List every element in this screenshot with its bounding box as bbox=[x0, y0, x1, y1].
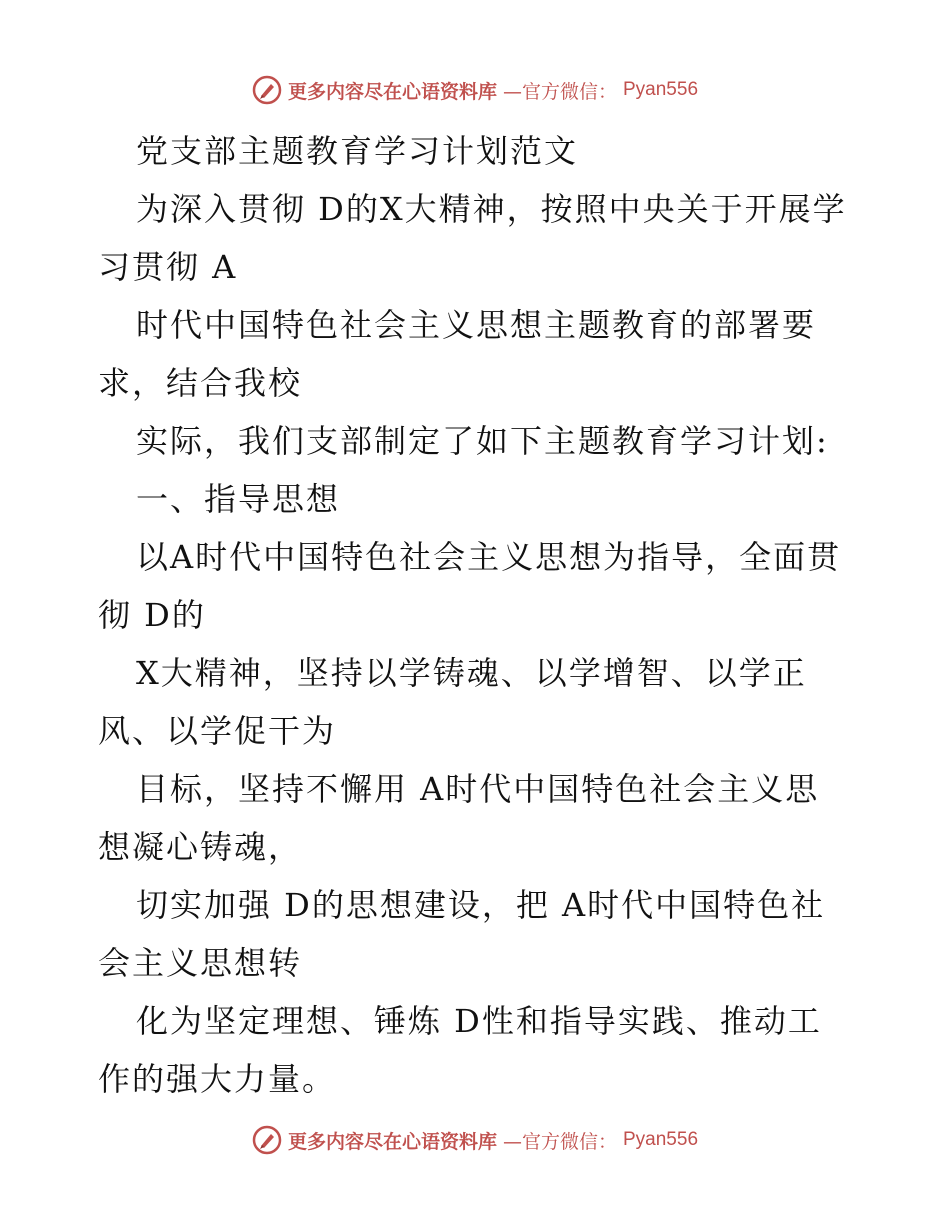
paragraph-line: 时代中国特色社会主义思想主题教育的部署要 bbox=[136, 306, 817, 344]
paragraph-line: 实际，我们支部制定了如下主题教育学习计划: bbox=[136, 422, 829, 460]
banner-text: 更多内容尽在心语资料库 bbox=[287, 80, 497, 103]
paragraph-line: 风、以学促干为 bbox=[98, 712, 337, 750]
footer-watermark-banner bbox=[0, 1120, 950, 1160]
document-title: 党支部主题教育学习计划范文 bbox=[136, 132, 579, 170]
paragraph-line: 化为坚定理想、锤炼 D性和指导实践、推动工 bbox=[136, 1002, 822, 1040]
pen-logo-icon bbox=[252, 75, 282, 105]
pen-logo-icon bbox=[252, 1125, 282, 1155]
paragraph-line: X大精神，坚持以学铸魂、以学增智、以学正 bbox=[136, 654, 807, 692]
header-watermark-banner bbox=[0, 70, 950, 110]
paragraph-line: 求，结合我校 bbox=[98, 364, 303, 402]
paragraph-line: 作的强大力量。 bbox=[98, 1060, 337, 1098]
paragraph-line: 为深入贯彻 D的X大精神，按照中央关于开展学 bbox=[136, 190, 847, 228]
document-body bbox=[98, 122, 868, 1108]
paragraph-line: 切实加强 D的思想建设，把 A时代中国特色社 bbox=[136, 886, 826, 924]
paragraph-line: 目标，坚持不懈用 A时代中国特色社会主义思 bbox=[136, 770, 820, 808]
paragraph-line: 彻 D的 bbox=[98, 596, 206, 634]
paragraph-line: 习贯彻 A bbox=[98, 248, 238, 286]
paragraph-line: 想凝心铸魂， bbox=[98, 828, 303, 866]
paragraph-line: 以A时代中国特色社会主义思想为指导，全面贯 bbox=[136, 538, 842, 576]
banner-text: 更多内容尽在心语资料库 bbox=[287, 1130, 497, 1153]
banner-wechat-id: Pyan556 bbox=[623, 79, 699, 100]
banner-separator: —官方微信： bbox=[502, 1130, 617, 1153]
banner-separator: —官方微信： bbox=[502, 80, 617, 103]
section-heading: 一、指导思想 bbox=[136, 480, 341, 518]
paragraph-line: 会主义思想转 bbox=[98, 944, 303, 982]
banner-wechat-id: Pyan556 bbox=[623, 1129, 699, 1150]
